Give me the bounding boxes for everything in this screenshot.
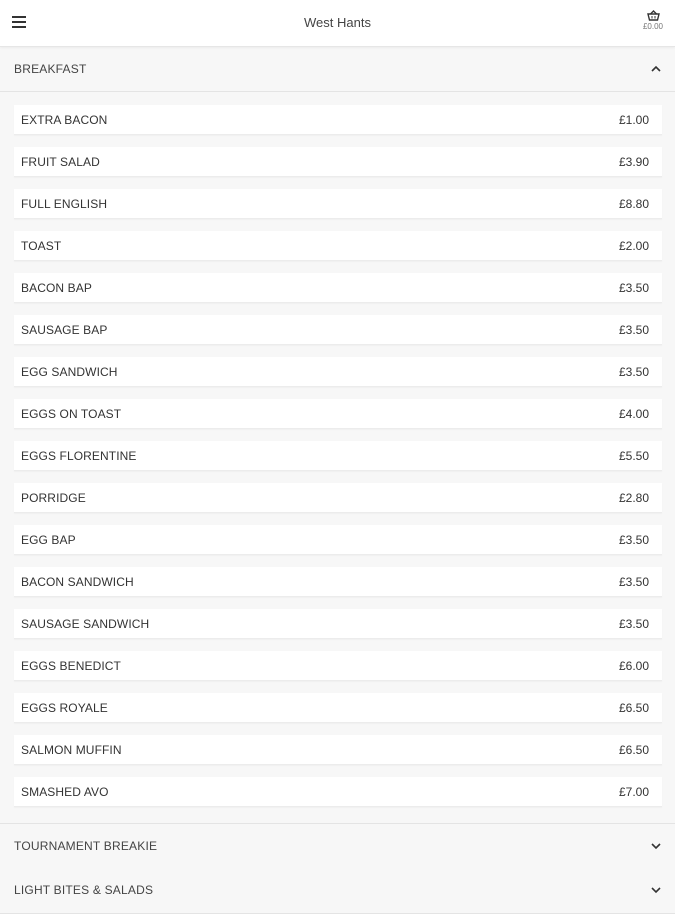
- item-price: £3.50: [618, 323, 649, 337]
- item-price: £3.50: [618, 617, 649, 631]
- item-price: £6.50: [618, 743, 649, 757]
- item-name: FULL ENGLISH: [21, 197, 108, 211]
- item-price: £3.50: [618, 533, 649, 547]
- menu-item[interactable]: [14, 273, 662, 303]
- item-price: £6.00: [618, 659, 649, 673]
- menu-item[interactable]: [14, 693, 662, 723]
- item-price: £3.50: [618, 575, 649, 589]
- item-name: EXTRA BACON: [21, 113, 108, 127]
- menu-item[interactable]: [14, 399, 662, 429]
- basket-total: £0.00: [642, 22, 664, 31]
- menu-item[interactable]: [14, 525, 662, 555]
- breakfast-item-list: [0, 92, 675, 822]
- menu-item[interactable]: [14, 147, 662, 177]
- item-price: £5.50: [618, 449, 649, 463]
- item-price: £8.80: [618, 197, 649, 211]
- item-name: PORRIDGE: [21, 491, 86, 505]
- item-price: £2.80: [618, 491, 649, 505]
- menu-item[interactable]: [14, 315, 662, 345]
- menu-item[interactable]: [14, 567, 662, 597]
- menu-item[interactable]: [14, 105, 662, 135]
- item-name: TOAST: [21, 239, 62, 253]
- item-name: EGGS ON TOAST: [21, 407, 122, 421]
- chevron-down-icon: [649, 883, 663, 897]
- item-name: SAUSAGE SANDWICH: [21, 617, 150, 631]
- menu-item[interactable]: [14, 777, 662, 807]
- chevron-down-icon: [649, 839, 663, 853]
- chevron-up-icon: [649, 62, 663, 76]
- top-bar: [0, 0, 675, 47]
- menu-item[interactable]: [14, 609, 662, 639]
- section-header-tournament-breakie[interactable]: [0, 823, 675, 870]
- menu-item[interactable]: [14, 231, 662, 261]
- section-label: TOURNAMENT BREAKIE: [14, 839, 158, 853]
- item-name: SMASHED AVO: [21, 785, 109, 799]
- item-name: SAUSAGE BAP: [21, 323, 108, 337]
- item-name: EGGS ROYALE: [21, 701, 108, 715]
- item-name: BACON BAP: [21, 281, 92, 295]
- item-name: SALMON MUFFIN: [21, 743, 122, 757]
- menu-item[interactable]: [14, 651, 662, 681]
- item-price: £4.00: [618, 407, 649, 421]
- item-price: £6.50: [618, 701, 649, 715]
- item-price: £3.50: [618, 365, 649, 379]
- item-name: EGGS BENEDICT: [21, 659, 121, 673]
- item-price: £1.00: [618, 113, 649, 127]
- menu-item[interactable]: [14, 483, 662, 513]
- item-name: EGG BAP: [21, 533, 76, 547]
- item-price: £3.90: [618, 155, 649, 169]
- item-price: £7.00: [618, 785, 649, 799]
- item-name: EGGS FLORENTINE: [21, 449, 137, 463]
- menu-item[interactable]: [14, 735, 662, 765]
- menu-item[interactable]: [14, 189, 662, 219]
- menu-item[interactable]: [14, 441, 662, 471]
- item-name: EGG SANDWICH: [21, 365, 118, 379]
- item-name: BACON SANDWICH: [21, 575, 134, 589]
- section-label: LIGHT BITES & SALADS: [14, 883, 154, 897]
- menu-item[interactable]: [14, 357, 662, 387]
- page-title: West Hants: [304, 15, 371, 30]
- item-price: £2.00: [618, 239, 649, 253]
- basket-button[interactable]: [639, 10, 667, 31]
- basket-icon: [647, 10, 660, 21]
- section-header-breakfast[interactable]: [0, 47, 675, 92]
- item-price: £3.50: [618, 281, 649, 295]
- section-label: BREAKFAST: [14, 62, 87, 76]
- section-header-light-bites[interactable]: [0, 868, 675, 914]
- item-name: FRUIT SALAD: [21, 155, 100, 169]
